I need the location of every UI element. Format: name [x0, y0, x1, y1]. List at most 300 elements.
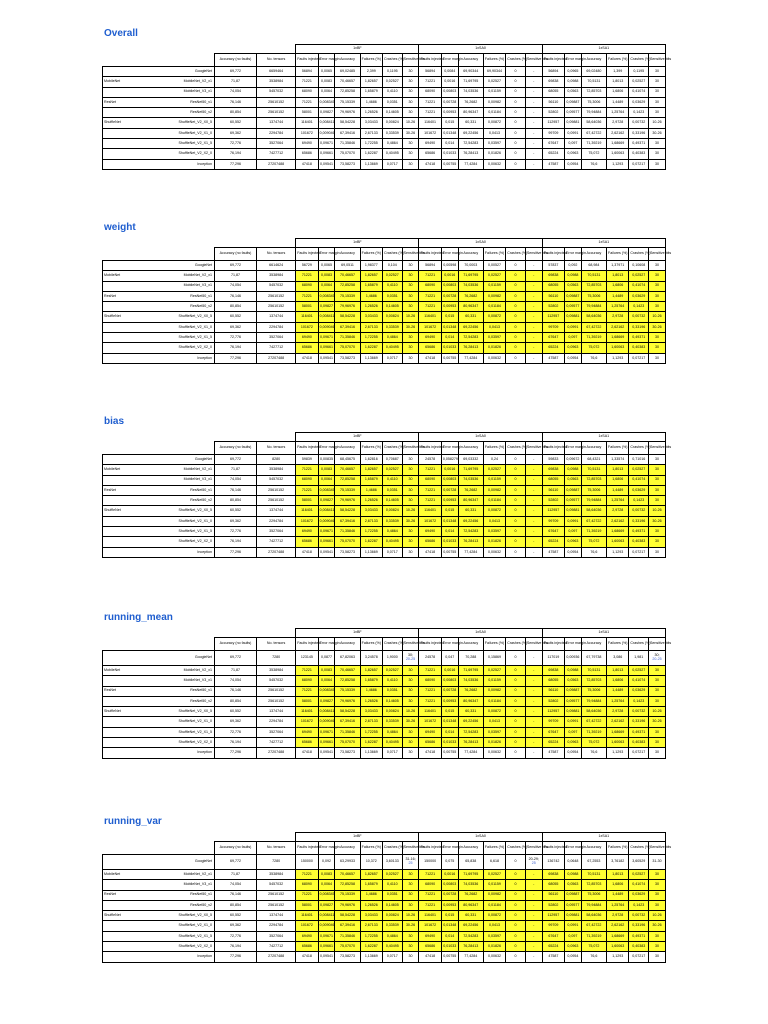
- g2-value: 0,075: [441, 855, 458, 870]
- g2-value: 72,54283: [458, 931, 483, 941]
- g1-value: 69,0511: [335, 261, 360, 271]
- g3-value: 30: [649, 343, 666, 353]
- g1-value: 58001: [296, 900, 318, 910]
- g3-value: 0,0991: [565, 322, 582, 332]
- g3-value: 68,984: [581, 261, 606, 271]
- model-name: MobileNet_V2_x1: [183, 467, 213, 472]
- g2-value: 0,02527: [483, 77, 505, 87]
- g2-value: 0,01159: [483, 281, 505, 291]
- g3-value: 10-26: [649, 312, 666, 322]
- g2-value: 72,54283: [458, 333, 483, 343]
- table-row: [103, 139, 666, 149]
- g2-value: 0,00982: [483, 97, 505, 107]
- g2-value: 0,00755: [441, 547, 458, 557]
- g2-value: 0,00803: [441, 676, 458, 686]
- g1-value: 71221: [296, 890, 318, 900]
- model-name-cell: [103, 727, 215, 737]
- g1-value: 1,4686: [360, 890, 382, 900]
- error-header: Error margin: [441, 442, 458, 455]
- g2-value: 0,03597: [483, 727, 505, 737]
- model-name-wrap: [104, 326, 212, 330]
- g1-value: 58,54228: [335, 118, 360, 128]
- g1-value: 2,67133: [360, 717, 382, 727]
- g1-value: 30: [402, 159, 419, 169]
- g1-value: 0,09661: [318, 537, 335, 547]
- g3-value: 30: [649, 727, 666, 737]
- g1-value: 2,67133: [360, 921, 382, 931]
- g3-value: 1,60063: [607, 537, 629, 547]
- g1-value: 71221: [296, 465, 318, 475]
- failures-header: Failures (%): [607, 248, 629, 261]
- g2-value: 72,54283: [458, 139, 483, 149]
- g1-value: 58001: [296, 496, 318, 506]
- results-table: [102, 628, 672, 759]
- g2-value: 71221: [419, 77, 441, 87]
- g1-value: 0,4864: [383, 333, 403, 343]
- g3-value: 79,94884: [581, 108, 606, 118]
- table-row: [103, 506, 666, 516]
- group-header: 1xSA0: [419, 239, 542, 248]
- g2-value: -: [525, 727, 542, 737]
- g1-value: 116401: [296, 506, 318, 516]
- g3-value: 0,0563: [565, 880, 582, 890]
- g3-value: 0,1423: [629, 108, 649, 118]
- g2-value: 0: [506, 271, 526, 281]
- g1-value: 0,008411: [318, 118, 335, 128]
- g3-value: 30: [649, 302, 666, 312]
- g1-value: 0,008345: [318, 485, 335, 495]
- g3-value: 1,1293: [607, 952, 629, 962]
- g2-value: 71221: [419, 465, 441, 475]
- g3-value: 71,39219: [581, 931, 606, 941]
- g3-value: 0,0563: [565, 281, 582, 291]
- model-name-cell: [103, 77, 215, 87]
- model-name-wrap: [104, 540, 212, 544]
- family-label: ResNet: [104, 487, 116, 492]
- g2-value: 0,24: [483, 455, 505, 465]
- g1-value: 0,09661: [318, 942, 335, 952]
- accuracy2-header: Accuracy: [458, 842, 483, 855]
- model-name: ResNet50_v1: [190, 688, 213, 693]
- model-name-wrap: [104, 478, 212, 482]
- accuracy-value: 69,772: [215, 651, 257, 666]
- model-name: ResNet50_v2: [190, 698, 213, 703]
- tensors-value: 25610152: [257, 97, 296, 107]
- model-name: GoogleNet: [103, 651, 215, 666]
- g3-value: 1,399: [607, 67, 629, 77]
- g2-value: 0,00982: [483, 890, 505, 900]
- g3-value: 67,42722: [581, 322, 606, 332]
- g2-value: 0,00953: [441, 900, 458, 910]
- accuracy-value: 80,854: [215, 900, 257, 910]
- g1-value: 58001: [296, 302, 318, 312]
- g2-value: 0: [506, 651, 526, 666]
- g1-value: 75,15339: [335, 485, 360, 495]
- accuracy-value: 76,146: [215, 485, 257, 495]
- g1-value: 47418: [296, 353, 318, 363]
- g2-value: 0,01348: [441, 921, 458, 931]
- g1-value: 0,09541: [318, 748, 335, 758]
- failures-header: Failures (%): [607, 842, 629, 855]
- g3-value: 3,76182: [607, 855, 629, 870]
- blank-cell: [103, 248, 215, 261]
- model-name-wrap: [104, 945, 212, 949]
- g1-value: 0,0351: [383, 686, 403, 696]
- model-name: ResNet50_v2: [190, 498, 213, 503]
- g1-value: 72,85258: [335, 281, 360, 291]
- g3-value: 1,68669: [607, 727, 629, 737]
- g2-value: 0,02527: [483, 271, 505, 281]
- table-row: [103, 870, 666, 880]
- g3-value: 0,00732: [629, 118, 649, 128]
- table-row: [103, 890, 666, 900]
- g3-value: 67647: [542, 333, 564, 343]
- g3-value: 67,42722: [581, 717, 606, 727]
- g2-value: 71221: [419, 108, 441, 118]
- g2-value: 74,03536: [458, 676, 483, 686]
- g1-value: 3,03433: [360, 911, 382, 921]
- model-name-wrap: [104, 720, 212, 724]
- g2-value: 0: [506, 353, 526, 363]
- g3-value: 1,4489: [607, 485, 629, 495]
- g1-value: 71221: [296, 485, 318, 495]
- g2-value: -: [525, 651, 542, 666]
- sensitive-bits-extra: 20-25: [405, 657, 416, 661]
- crashes-header: Crashes (%): [629, 442, 649, 455]
- g1-value: 47418: [296, 159, 318, 169]
- blank-cell: [103, 833, 296, 842]
- g1-value: 47418: [296, 952, 318, 962]
- g2-value: 0,047: [441, 651, 458, 666]
- g3-value: 58,64036: [581, 118, 606, 128]
- failures-header: Failures (%): [360, 248, 382, 261]
- g3-value: 1,1293: [607, 748, 629, 758]
- faults-header: Faults injected: [542, 842, 564, 855]
- faults-header: Faults injected: [296, 442, 318, 455]
- g1-value: 1,82657: [360, 77, 382, 87]
- g2-value: 68090: [419, 880, 441, 890]
- g1-value: 1,65879: [360, 880, 382, 890]
- g2-value: 0,00872: [483, 118, 505, 128]
- g3-value: 0,41074: [629, 281, 649, 291]
- g1-value: 0,02527: [383, 870, 403, 880]
- g3-value: 0,02527: [629, 666, 649, 676]
- model-name-wrap: [104, 90, 212, 94]
- g3-value: 30: [649, 353, 666, 363]
- tensors-value: 1374744: [257, 118, 296, 128]
- g3-value: 56110: [542, 485, 564, 495]
- g3-value: 0,0954: [565, 952, 582, 962]
- g3-value: 0,07217: [629, 353, 649, 363]
- g3-value: 0,09887: [565, 485, 582, 495]
- g1-value: 30: [402, 281, 419, 291]
- g2-value: 71221: [419, 686, 441, 696]
- g2-value: 69,90344: [483, 67, 505, 77]
- g3-value: 0,097: [565, 333, 582, 343]
- g2-value: 60,331: [458, 506, 483, 516]
- g1-value: 0,1195: [383, 67, 403, 77]
- g1-value: 0,14605: [383, 108, 403, 118]
- group-header: 1xSA1: [542, 433, 665, 442]
- model-name: ShuffleNet_V2_X2_0: [178, 943, 213, 948]
- g2-value: 0,0016: [441, 77, 458, 87]
- g2-value: 0,00632: [483, 748, 505, 758]
- g3-value: 72,85703: [581, 87, 606, 97]
- error-header: Error margin: [318, 54, 335, 67]
- accuracy2-header: Accuracy: [335, 638, 360, 651]
- g1-value: 1,72255: [360, 139, 382, 149]
- accuracy-value: 77,296: [215, 159, 257, 169]
- error-header: Error margin: [441, 248, 458, 261]
- g2-value: 76,28413: [458, 942, 483, 952]
- model-name-cell: [103, 312, 215, 322]
- g1-value: 0,0064: [318, 475, 335, 485]
- g1-value: 10-26: [402, 911, 419, 921]
- g2-value: 0,00728: [441, 890, 458, 900]
- g3-value: 2,62162: [607, 717, 629, 727]
- g3-value: 67,42722: [581, 516, 606, 526]
- g2-value: 0: [506, 455, 526, 465]
- g1-value: 0,008411: [318, 707, 335, 717]
- g1-value: 65686: [296, 537, 318, 547]
- g1-value: 0,14605: [383, 496, 403, 506]
- g2-value: 56894: [419, 67, 441, 77]
- g3-value: 0,0988: [565, 271, 582, 281]
- g2-value: 0,01826: [483, 537, 505, 547]
- faults-header: Faults injected: [296, 842, 318, 855]
- g2-value: 65686: [419, 942, 441, 952]
- model-name-cell: [103, 465, 215, 475]
- g1-value: 75,07070: [335, 537, 360, 547]
- tensors-value: 1374744: [257, 506, 296, 516]
- g3-value: 0,40383: [629, 149, 649, 159]
- g3-value: 2,9728: [607, 911, 629, 921]
- g2-value: 71,69795: [458, 465, 483, 475]
- g3-value: 1,60063: [607, 942, 629, 952]
- g1-value: 30-26: [402, 717, 419, 727]
- g1-value: 0,104: [383, 261, 403, 271]
- error-header: Error margin: [318, 442, 335, 455]
- table-row: [103, 496, 666, 506]
- g3-value: 72,85703: [581, 676, 606, 686]
- g2-value: 0,00803: [441, 87, 458, 97]
- g1-value: 10-26: [402, 118, 419, 128]
- g2-value: -: [525, 676, 542, 686]
- accuracy2-header: Accuracy: [581, 842, 606, 855]
- model-name-wrap: [104, 904, 212, 908]
- g3-value: 1,33574: [607, 455, 629, 465]
- g3-value: 79,94884: [581, 900, 606, 910]
- model-name-wrap: [104, 689, 212, 693]
- family-label: ResNet: [104, 892, 116, 897]
- model-name-wrap: [104, 669, 212, 673]
- model-name-cell: [103, 322, 215, 332]
- g3-value: 30: [649, 890, 666, 900]
- g3-value: 0,0963: [565, 149, 582, 159]
- g1-value: [402, 855, 419, 870]
- crashes-header: Crashes (%): [506, 248, 526, 261]
- sensitive-bits-extra: 25: [408, 861, 413, 865]
- g2-value: 74,03536: [458, 87, 483, 97]
- table-row: [103, 696, 666, 706]
- tensors-value: 27207488: [257, 748, 296, 758]
- tensors-value: 3538984: [257, 465, 296, 475]
- g1-value: 68090: [296, 475, 318, 485]
- g1-value: 0,00824: [383, 707, 403, 717]
- g2-value: -: [525, 717, 542, 727]
- tensors-value: 27207488: [257, 159, 296, 169]
- g1-value: 69490: [296, 727, 318, 737]
- family-label: ShuffleNet: [104, 314, 121, 319]
- tensors-header: No. tensors: [257, 442, 296, 455]
- g1-value: 0,0064: [318, 676, 335, 686]
- g2-value: 0,00872: [483, 506, 505, 516]
- accuracy-header: Accuracy (no faults): [215, 442, 257, 455]
- g1-value: 75,07070: [335, 738, 360, 748]
- g1-value: 1,82657: [360, 271, 382, 281]
- g2-value: -: [525, 67, 542, 77]
- model-name: ShuffleNet_V2_X1_0: [178, 518, 213, 523]
- g1-value: 0,33539: [383, 516, 403, 526]
- g3-value: 0,09577: [565, 696, 582, 706]
- g1-value: 0,09671: [318, 139, 335, 149]
- g1-value: 0,09671: [318, 931, 335, 941]
- g3-value: 2,62162: [607, 322, 629, 332]
- g2-value: -: [525, 921, 542, 931]
- g1-value: 30: [402, 696, 419, 706]
- g3-value: 30: [649, 870, 666, 880]
- model-name: ResNet50_v1: [190, 293, 213, 298]
- tensors-value: 5457032: [257, 281, 296, 291]
- g1-value: 1,62287: [360, 537, 382, 547]
- model-name-cell: [103, 281, 215, 291]
- accuracy-value: 77,296: [215, 353, 257, 363]
- g2-value: 0,01826: [483, 738, 505, 748]
- g2-value: 47418: [419, 952, 441, 962]
- error-header: Error margin: [441, 638, 458, 651]
- g1-value: 1,82657: [360, 870, 382, 880]
- g3-value: 2,62162: [607, 516, 629, 526]
- tensors-value: 2294784: [257, 128, 296, 138]
- tensors-value: 5457032: [257, 676, 296, 686]
- g3-value: 0,09577: [565, 302, 582, 312]
- g2-value: 71221: [419, 696, 441, 706]
- model-name-wrap: [104, 336, 212, 340]
- g2-value: 0,00527: [483, 261, 505, 271]
- tensors-value: 3538984: [257, 870, 296, 880]
- g1-value: 101672: [296, 717, 318, 727]
- g1-value: 30: [402, 666, 419, 676]
- g1-value: 68090: [296, 880, 318, 890]
- table-row: [103, 312, 666, 322]
- g3-value: 2,9728: [607, 506, 629, 516]
- g2-value: 69,22456: [458, 516, 483, 526]
- g2-value: 0: [506, 322, 526, 332]
- failures-header: Failures (%): [607, 638, 629, 651]
- g3-value: 52802: [542, 900, 564, 910]
- g3-value: 65224: [542, 537, 564, 547]
- model-name-wrap: [104, 152, 212, 156]
- g2-value: 65686: [419, 149, 441, 159]
- column-header-row: [103, 248, 666, 261]
- g1-value: 10,372: [360, 855, 382, 870]
- tensors-value: 7427712: [257, 343, 296, 353]
- column-header-row: [103, 638, 666, 651]
- g2-value: 0,014: [441, 931, 458, 941]
- g2-value: 0,015: [441, 911, 458, 921]
- table-row: [103, 931, 666, 941]
- g2-value: 0,01826: [483, 942, 505, 952]
- g2-value: 76,2682: [458, 890, 483, 900]
- g3-value: 1,1293: [607, 159, 629, 169]
- g3-value: 136742: [542, 855, 564, 870]
- g3-value: 56110: [542, 97, 564, 107]
- failures-header: Failures (%): [360, 638, 382, 651]
- g2-value: 0,0016: [441, 465, 458, 475]
- tensors-value: 25610152: [257, 108, 296, 118]
- g3-value: 58,64036: [581, 312, 606, 322]
- g2-value: 0,00953: [441, 696, 458, 706]
- g2-value: 72,54283: [458, 727, 483, 737]
- g2-value: -: [525, 128, 542, 138]
- g3-value: 30: [649, 77, 666, 87]
- g2-value: 0,014: [441, 527, 458, 537]
- g1-value: 30: [402, 271, 419, 281]
- model-name-wrap: [104, 101, 212, 105]
- g1-value: 0,009046: [318, 128, 335, 138]
- g2-value: 65686: [419, 537, 441, 547]
- g1-value: 30: [402, 748, 419, 758]
- model-name: ShuffleNet_V2_X0_5: [178, 314, 213, 319]
- g1-value: 0,0717: [383, 353, 403, 363]
- model-name: Inception: [103, 547, 215, 557]
- g1-value: 1,62287: [360, 343, 382, 353]
- g3-value: 30: [649, 291, 666, 301]
- g1-value: 2,399: [360, 67, 382, 77]
- tensors-value: 7427712: [257, 942, 296, 952]
- g1-value: 1,4686: [360, 291, 382, 301]
- g1-value: 47418: [296, 547, 318, 557]
- g3-value: 1,4489: [607, 890, 629, 900]
- accuracy-value: 60,552: [215, 707, 257, 717]
- g3-value: 3,60529: [629, 855, 649, 870]
- g1-value: 79,96976: [335, 108, 360, 118]
- g3-value: 30: [649, 537, 666, 547]
- g3-value: 0,03629: [629, 686, 649, 696]
- model-name: ShuffleNet_V2_X2_0: [178, 151, 213, 156]
- g1-value: 0,4110: [383, 475, 403, 485]
- g2-value: 0,01159: [483, 87, 505, 97]
- tensors-value: 5457032: [257, 475, 296, 485]
- accuracy-value: 69,772: [215, 67, 257, 77]
- g2-value: 0: [506, 291, 526, 301]
- g2-value: 0: [506, 485, 526, 495]
- g2-value: 0: [506, 527, 526, 537]
- g3-value: 10-26: [649, 506, 666, 516]
- family-label: ResNet: [104, 293, 116, 298]
- model-name-wrap: [104, 520, 212, 524]
- g3-value: 0,10608: [629, 261, 649, 271]
- g3-value: 1,6806: [607, 281, 629, 291]
- g1-value: 30: [402, 139, 419, 149]
- model-name-wrap: [104, 499, 212, 503]
- tensors-header: No. tensors: [257, 54, 296, 67]
- g3-value: 0,09672: [565, 455, 582, 465]
- model-name-wrap: [104, 741, 212, 745]
- g3-value: 30: [649, 333, 666, 343]
- g1-value: 79,96976: [335, 496, 360, 506]
- accuracy2-header: Accuracy: [458, 442, 483, 455]
